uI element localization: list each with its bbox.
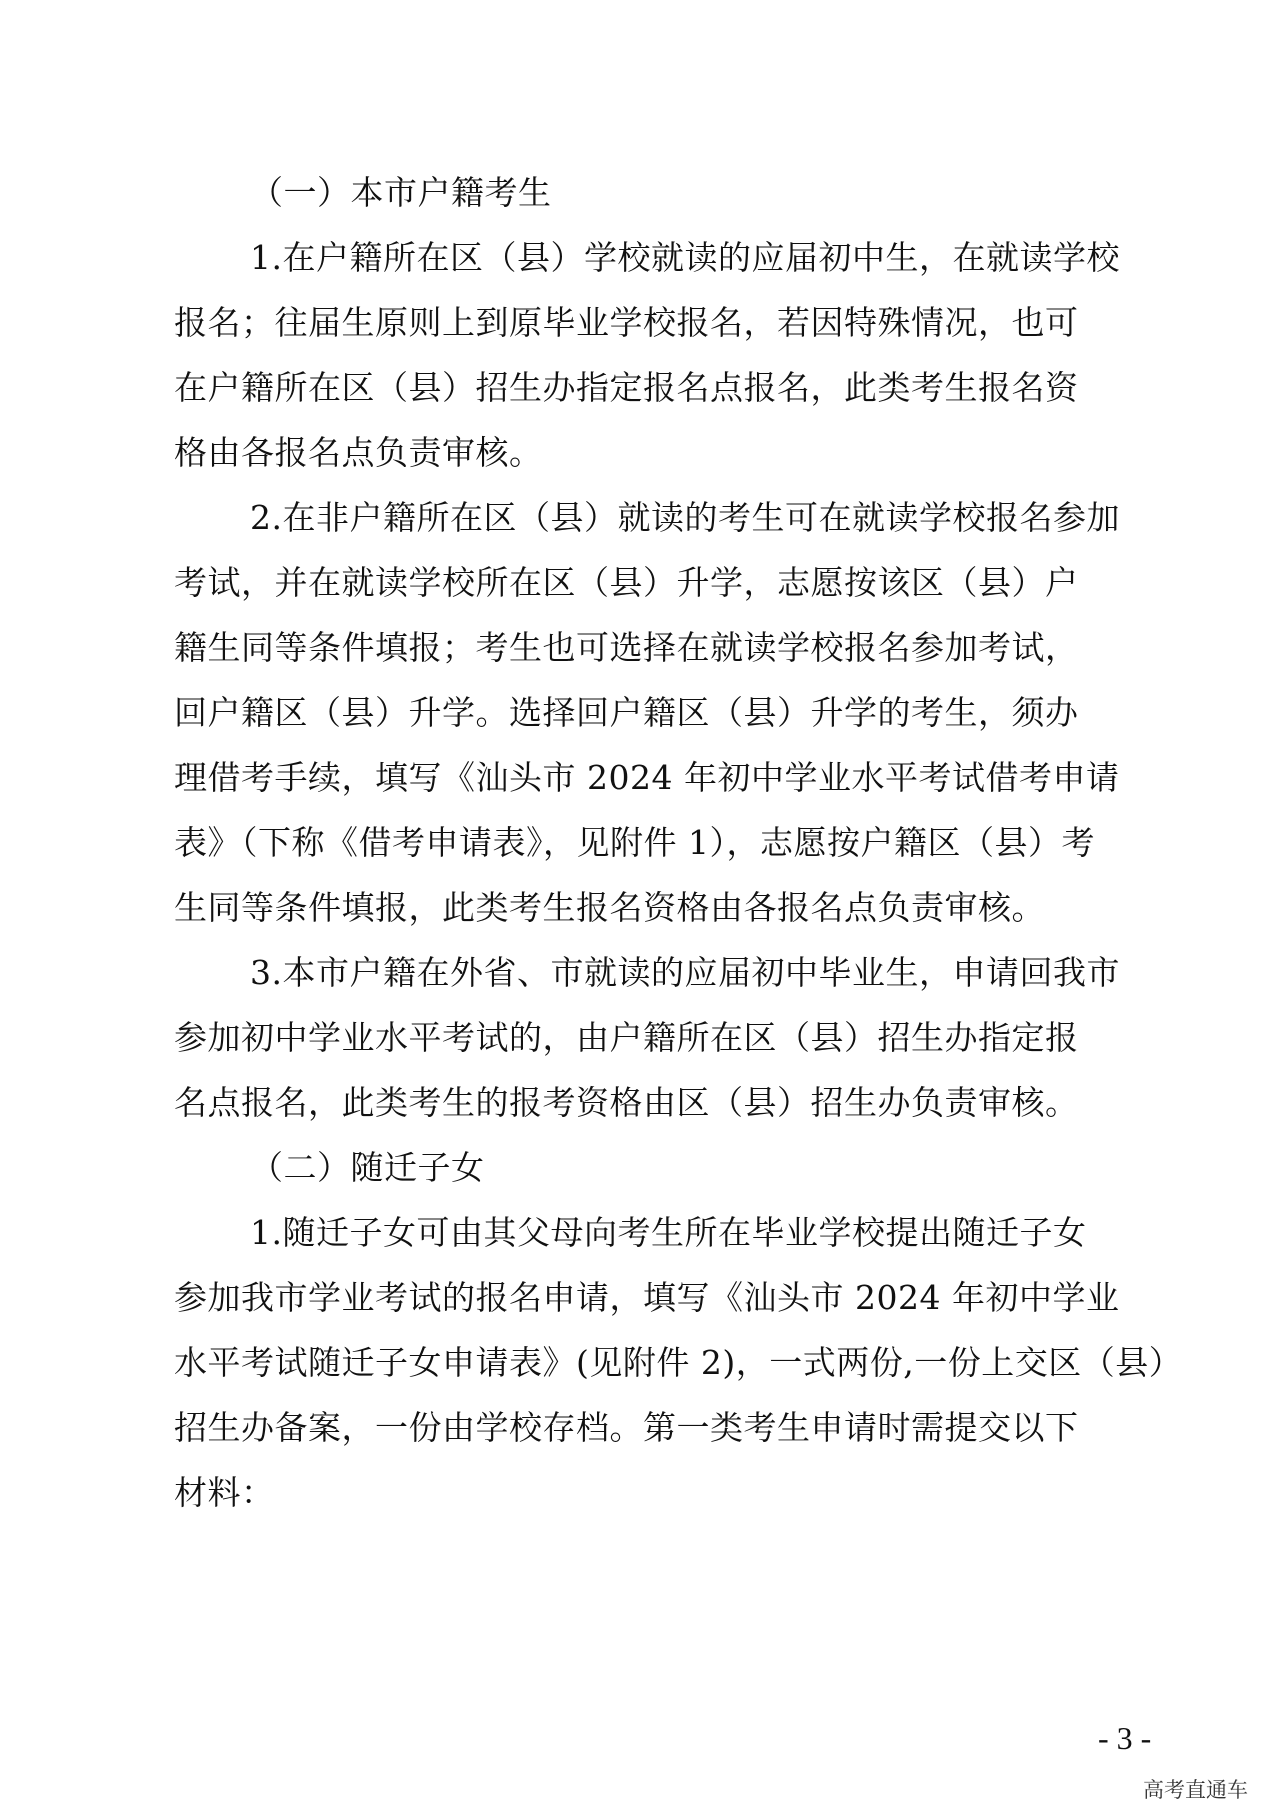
paragraph-3-line-1: 3.本市户籍在外省、市就读的应届初中毕业生，申请回我市 [250, 953, 1120, 992]
paragraph-2-line-6: 表》（下称《借考申请表》，见附件 1），志愿按户籍区（县）考 [174, 823, 1095, 862]
section-heading-2: （二）随迁子女 [250, 1148, 485, 1187]
paragraph-2-line-7: 生同等条件填报，此类考生报名资格由各报名点负责审核。 [174, 888, 1045, 927]
paragraph-1-line-3: 在户籍所在区（县）招生办指定报名点报名，此类考生报名资 [174, 368, 1079, 407]
paragraph-2-line-1: 2.在非户籍所在区（县）就读的考生可在就读学校报名参加 [250, 498, 1120, 537]
paragraph-3-line-3: 名点报名，此类考生的报考资格由区（县）招生办负责审核。 [174, 1083, 1079, 1122]
paragraph-4-line-4: 招生办备案，一份由学校存档。第一类考生申请时需提交以下 [174, 1408, 1079, 1447]
paragraph-1-line-4: 格由各报名点负责审核。 [174, 433, 543, 472]
paragraph-2-line-2: 考试，并在就读学校所在区（县）升学，志愿按该区（县）户 [174, 563, 1079, 602]
watermark: 高考直通车 [1143, 1778, 1248, 1802]
paragraph-4-line-3: 水平考试随迁子女申请表》(见附件 2)，一式两份,一份上交区（县） [174, 1343, 1183, 1382]
paragraph-4-line-5: 材料： [174, 1473, 275, 1512]
paragraph-4-line-1: 1.随迁子女可由其父母向考生所在毕业学校提出随迁子女 [250, 1213, 1087, 1252]
paragraph-2-line-5: 理借考手续，填写《汕头市 2024 年初中学业水平考试借考申请 [174, 758, 1120, 797]
paragraph-2-line-4: 回户籍区（县）升学。选择回户籍区（县）升学的考生，须办 [174, 693, 1079, 732]
paragraph-1-line-1: 1.在户籍所在区（县）学校就读的应届初中生，在就读学校 [250, 238, 1120, 277]
page-number: - 3 - [1098, 1720, 1152, 1756]
paragraph-3-line-2: 参加初中学业水平考试的，由户籍所在区（县）招生办指定报 [174, 1018, 1079, 1057]
paragraph-1-line-2: 报名；往届生原则上到原毕业学校报名，若因特殊情况，也可 [174, 303, 1079, 342]
paragraph-2-line-3: 籍生同等条件填报；考生也可选择在就读学校报名参加考试， [174, 628, 1079, 667]
paragraph-4-line-2: 参加我市学业考试的报名申请，填写《汕头市 2024 年初中学业 [174, 1278, 1120, 1317]
section-heading-1: （一）本市户籍考生 [250, 173, 552, 212]
